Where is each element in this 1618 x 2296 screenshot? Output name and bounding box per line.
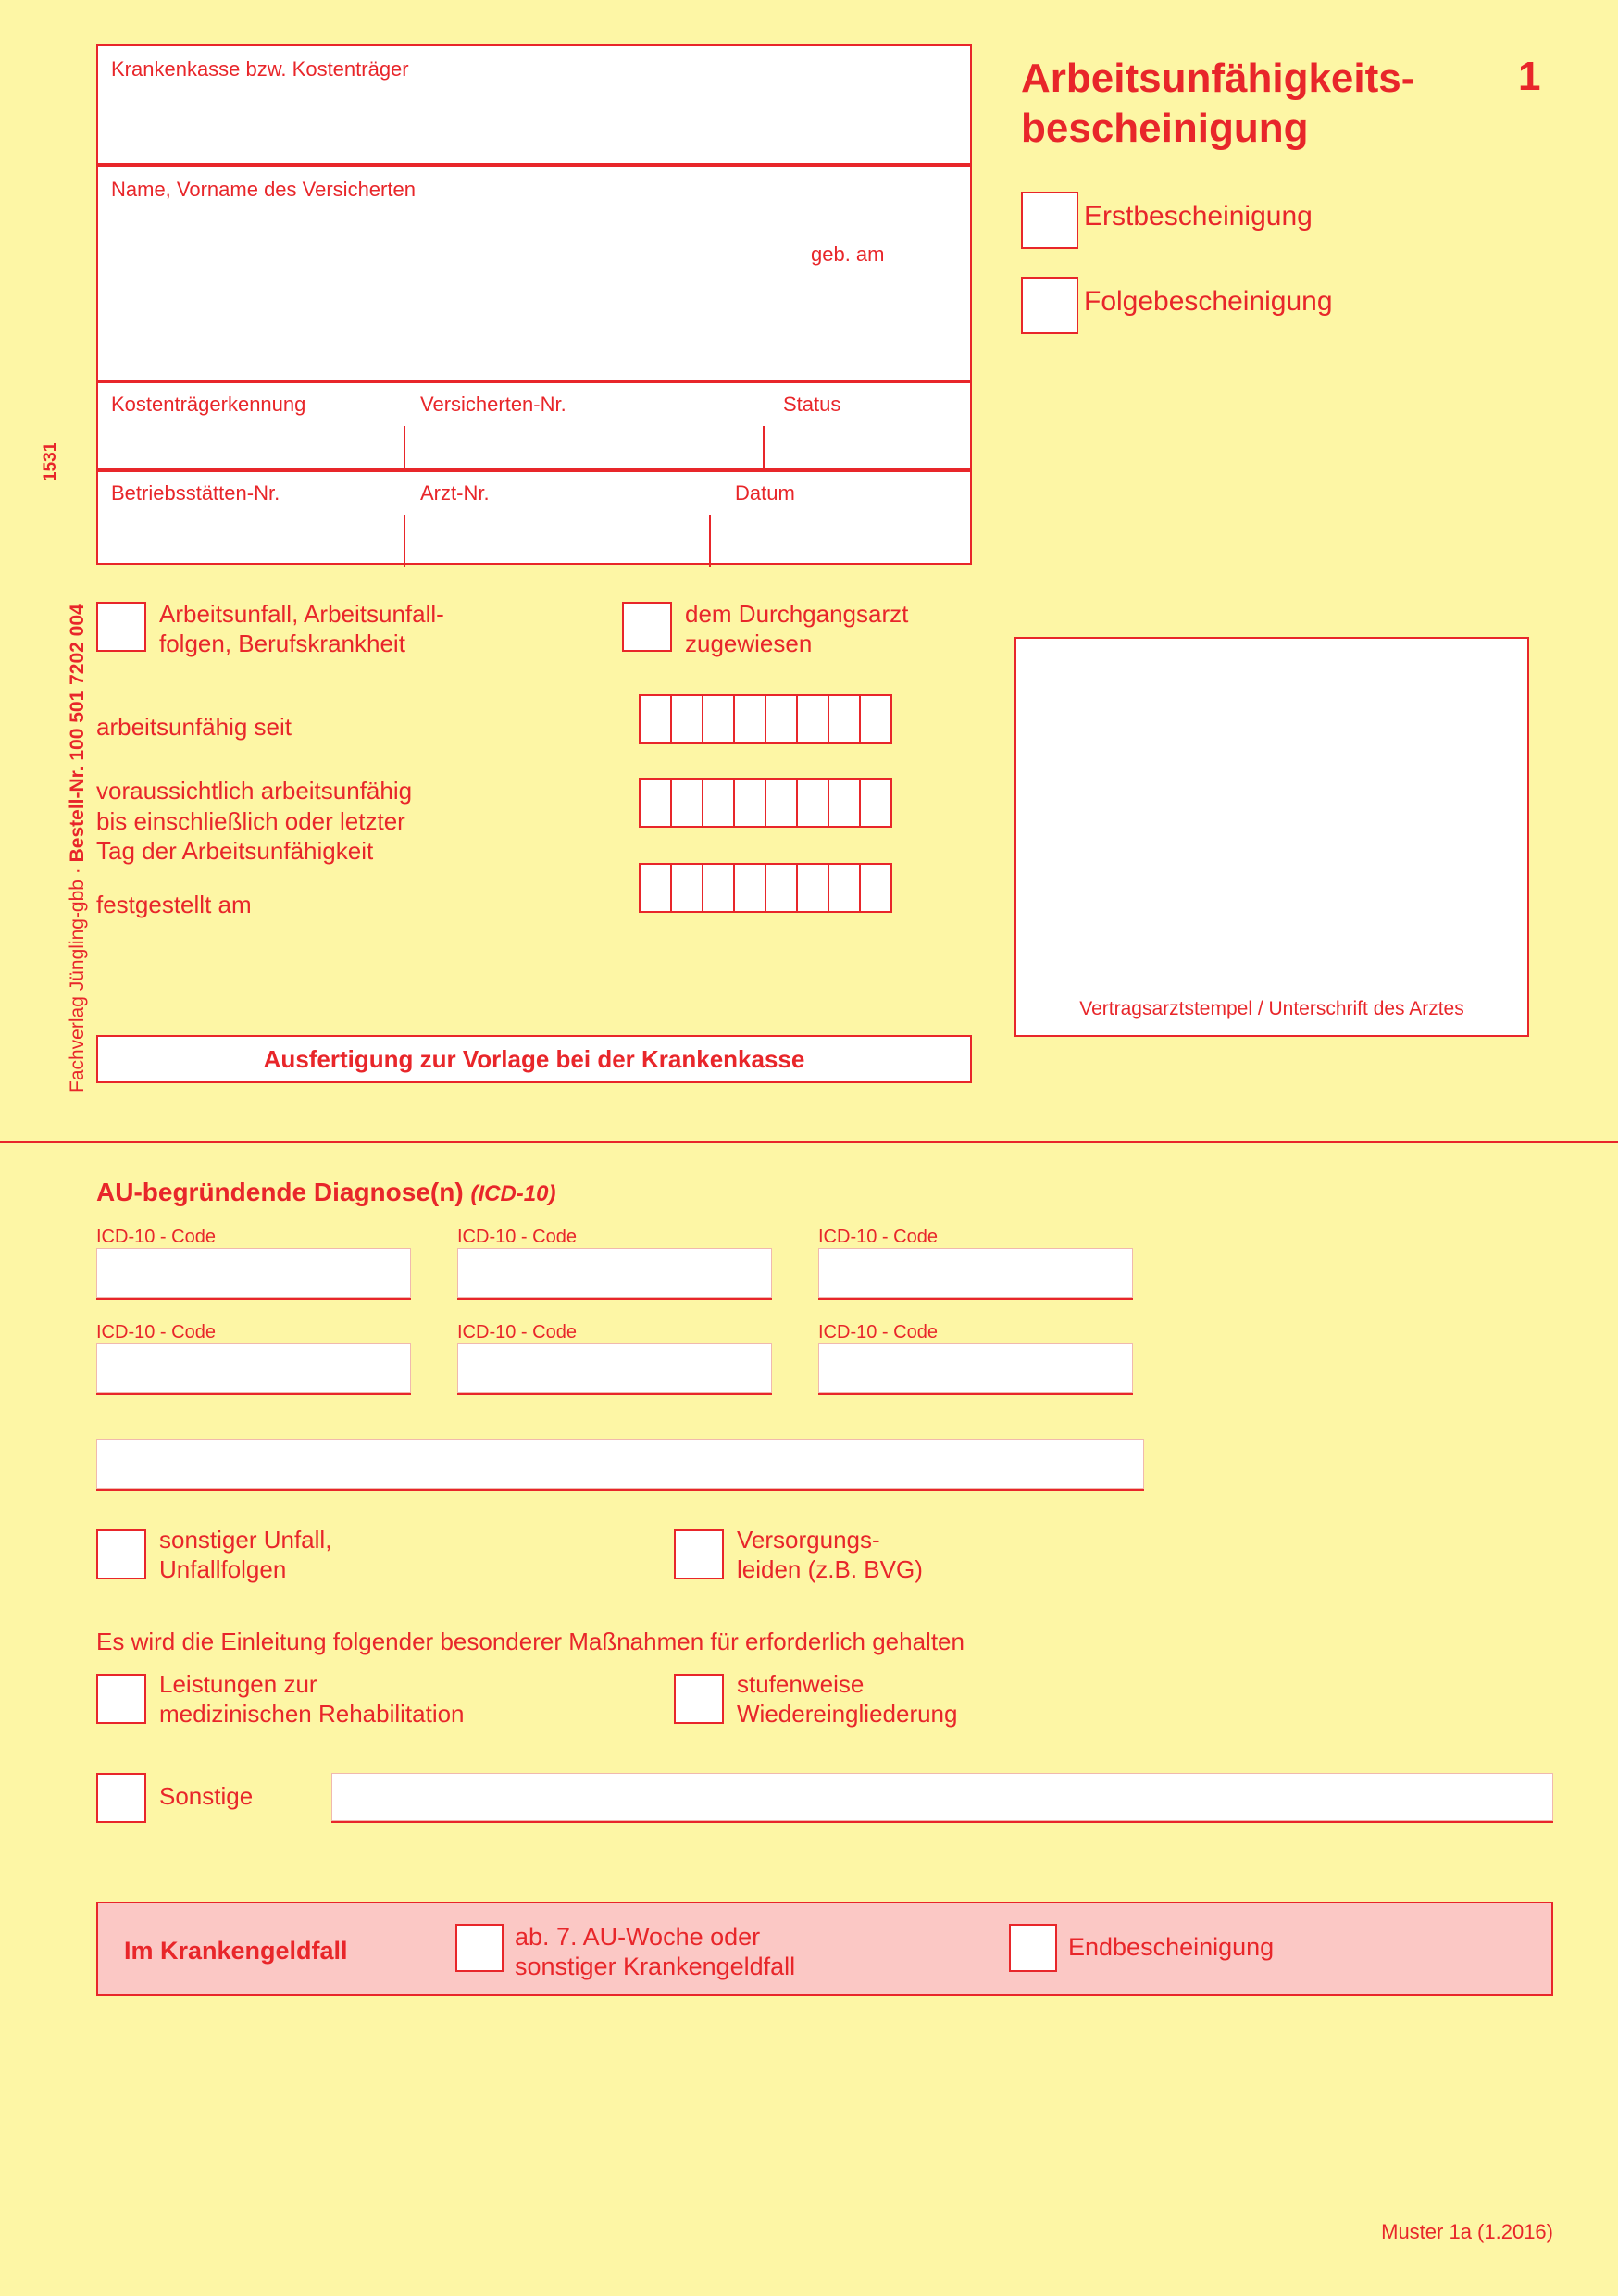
icd-underline-4: [96, 1393, 411, 1395]
icd-underline-5: [457, 1393, 772, 1395]
date-cell[interactable]: [670, 778, 703, 828]
icd-code-input-1[interactable]: [96, 1248, 411, 1298]
ids-divider-1: [404, 426, 405, 472]
work-accident-label-line1: Arbeitsunfall, Arbeitsunfall-: [159, 600, 444, 628]
other-accident-line2: Unfallfolgen: [159, 1554, 287, 1583]
determined-on-date-cells[interactable]: [639, 863, 892, 913]
date-cell[interactable]: [859, 778, 892, 828]
sick-pay-week7-option[interactable]: [455, 1923, 796, 1981]
expected-until-line3: Tag der Arbeitsunfähigkeit: [96, 837, 374, 865]
icd-code-label: ICD-10 - Code: [818, 1322, 938, 1342]
stepwise-option[interactable]: [674, 1670, 958, 1728]
page-title: [1021, 54, 1521, 153]
diagnosis-title-suffix: (ICD-10): [470, 1181, 556, 1206]
icd-underline-6: [818, 1393, 1133, 1395]
date-cell[interactable]: [765, 863, 798, 913]
stepwise-line2: Wiedereingliederung: [737, 1699, 958, 1728]
other-measure-underline: [331, 1821, 1553, 1823]
date-cell[interactable]: [796, 863, 829, 913]
icd-code-input-4[interactable]: [96, 1343, 411, 1393]
follow-certificate-option[interactable]: [1021, 277, 1333, 334]
expected-until-label: [96, 776, 412, 867]
copy-note-text: Ausfertigung zur Vorlage bei der Krankenkasse: [263, 1045, 805, 1073]
practice-number-label: Betriebsstätten-Nr.: [111, 481, 280, 505]
referred-option[interactable]: [622, 600, 909, 657]
work-accident-checkbox[interactable]: [96, 602, 146, 652]
insured-number-label: Versicherten-Nr.: [420, 393, 566, 416]
supply-condition-option[interactable]: [674, 1526, 923, 1583]
referred-label-line1: dem Durchgangsarzt: [685, 600, 909, 628]
rehab-checkbox[interactable]: [96, 1674, 146, 1724]
supply-condition-checkbox[interactable]: [674, 1529, 724, 1579]
ids-divider-2: [763, 426, 765, 472]
date-cell[interactable]: [828, 863, 861, 913]
date-cell[interactable]: [639, 863, 672, 913]
sheet-serial-number: 1531: [41, 442, 60, 481]
date-cell[interactable]: [796, 694, 829, 744]
icd-underline-3: [818, 1298, 1133, 1300]
date-cell[interactable]: [670, 694, 703, 744]
date-cell[interactable]: [765, 694, 798, 744]
ids-row[interactable]: [96, 381, 972, 470]
rehab-line2: medizinischen Rehabilitation: [159, 1699, 465, 1728]
date-cell[interactable]: [733, 694, 766, 744]
final-certificate-checkbox[interactable]: [1009, 1924, 1057, 1972]
date-cell[interactable]: [765, 778, 798, 828]
icd-underline-2: [457, 1298, 772, 1300]
date-cell[interactable]: [859, 694, 892, 744]
referred-label: [685, 600, 908, 658]
date-cell[interactable]: [639, 694, 672, 744]
supply-condition-line2: leiden (z.B. BVG): [737, 1554, 923, 1583]
supply-condition-label: [737, 1526, 923, 1584]
referred-checkbox[interactable]: [622, 602, 672, 652]
publisher-name: Fachverlag Jüngling-gbb ·: [67, 862, 88, 1092]
insurer-label: Krankenkasse bzw. Kostenträger: [111, 57, 409, 81]
rehab-line1: Leistungen zur: [159, 1670, 317, 1698]
form-version: Muster 1a (1.2016): [1381, 2220, 1553, 2243]
page-title-line1: Arbeitsunfähigkeits-: [1021, 56, 1415, 101]
practice-divider-1: [404, 515, 405, 567]
other-measure-option[interactable]: [96, 1773, 254, 1823]
status-label: Status: [783, 393, 841, 416]
expected-until-line1: voraussichtlich arbeitsunfähig: [96, 777, 413, 805]
other-accident-label: [159, 1526, 331, 1584]
payer-id-label: Kostenträgerkennung: [111, 393, 306, 416]
diagnosis-title: [96, 1178, 555, 1207]
unfit-since-date-cells[interactable]: [639, 694, 892, 744]
doctor-number-label: Arzt-Nr.: [420, 481, 490, 505]
sick-pay-title: Im Krankengeldfall: [124, 1937, 348, 1965]
sick-pay-week7-label: [515, 1922, 795, 1982]
first-certificate-option[interactable]: [1021, 192, 1313, 249]
page-title-line2: bescheinigung: [1021, 105, 1309, 151]
sheet-number: 1: [1518, 54, 1541, 99]
section-divider: [0, 1141, 1618, 1143]
insured-name-field[interactable]: [96, 165, 972, 381]
doctor-stamp-caption: Vertragsarztstempel / Unterschrift des Arztes: [1079, 998, 1464, 1019]
sick-pay-week7-line2: sonstiger Krankengeldfall: [515, 1953, 796, 1981]
doctor-stamp-box[interactable]: [1014, 637, 1529, 1037]
date-cell[interactable]: [670, 863, 703, 913]
rehab-label: [159, 1670, 465, 1728]
final-certificate-option[interactable]: [1009, 1924, 1275, 1972]
icd-code-label: ICD-10 - Code: [457, 1227, 577, 1247]
birthdate-label: geb. am: [811, 243, 885, 266]
first-certificate-checkbox[interactable]: [1021, 192, 1078, 249]
work-accident-label-line2: folgen, Berufskrankheit: [159, 629, 405, 657]
final-certificate-label: Endbescheinigung: [1068, 1933, 1275, 1961]
follow-certificate-label: Folgebescheinigung: [1084, 286, 1333, 317]
date-cell[interactable]: [828, 694, 861, 744]
date-label: Datum: [735, 481, 795, 505]
date-cell[interactable]: [859, 863, 892, 913]
expected-until-date-cells[interactable]: [639, 778, 892, 828]
icd-code-label: ICD-10 - Code: [96, 1227, 216, 1247]
other-accident-checkbox[interactable]: [96, 1529, 146, 1579]
measures-intro: Es wird die Einleitung folgender besonderer Maßnahmen für erforderlich gehalten: [96, 1628, 965, 1655]
work-accident-option[interactable]: [96, 600, 444, 657]
insurer-field[interactable]: [96, 44, 972, 165]
date-cell[interactable]: [702, 778, 735, 828]
icd-code-input-3[interactable]: [818, 1248, 1133, 1298]
icd-underline-1: [96, 1298, 411, 1300]
diagnosis-free-text-input[interactable]: [96, 1439, 1144, 1489]
first-certificate-label: Erstbescheinigung: [1084, 201, 1313, 231]
icd-code-label: ICD-10 - Code: [96, 1322, 216, 1342]
sick-pay-week7-checkbox[interactable]: [455, 1924, 504, 1972]
rehab-option[interactable]: [96, 1670, 465, 1728]
insured-name-label: Name, Vorname des Versicherten: [111, 178, 416, 201]
date-cell[interactable]: [639, 778, 672, 828]
icd-code-label: ICD-10 - Code: [818, 1227, 938, 1247]
follow-certificate-checkbox[interactable]: [1021, 277, 1078, 334]
other-measure-input[interactable]: [331, 1773, 1553, 1821]
sick-pay-week7-line1: ab. 7. AU-Woche oder: [515, 1923, 761, 1951]
stepwise-label: [737, 1670, 957, 1728]
stepwise-checkbox[interactable]: [674, 1674, 724, 1724]
stepwise-line1: stufenweise: [737, 1670, 865, 1698]
practice-row[interactable]: [96, 470, 972, 565]
expected-until-line2: bis einschließlich oder letzter: [96, 806, 405, 835]
order-number: Bestell-Nr. 100 501 7202 004: [67, 604, 88, 863]
other-measure-label: Sonstige: [159, 1782, 254, 1810]
practice-divider-2: [709, 515, 711, 567]
date-cell[interactable]: [828, 778, 861, 828]
referred-label-line2: zugewiesen: [685, 629, 813, 657]
other-measure-checkbox[interactable]: [96, 1773, 146, 1823]
date-cell[interactable]: [733, 863, 766, 913]
date-cell[interactable]: [702, 694, 735, 744]
other-accident-option[interactable]: [96, 1526, 332, 1583]
icd-code-label: ICD-10 - Code: [457, 1322, 577, 1342]
determined-on-label: festgestellt am: [96, 891, 252, 918]
publisher-imprint: [67, 604, 89, 1092]
icd-code-input-6[interactable]: [818, 1343, 1133, 1393]
icd-code-input-5[interactable]: [457, 1343, 772, 1393]
supply-condition-line1: Versorgungs-: [737, 1526, 880, 1554]
diagnosis-title-text: AU-begründende Diagnose(n): [96, 1178, 464, 1206]
other-accident-line1: sonstiger Unfall,: [159, 1526, 332, 1554]
date-cell[interactable]: [733, 778, 766, 828]
diagnosis-free-text-underline: [96, 1489, 1144, 1491]
icd-code-input-2[interactable]: [457, 1248, 772, 1298]
date-cell[interactable]: [796, 778, 829, 828]
copy-note-box: [96, 1035, 972, 1083]
work-accident-label: [159, 600, 444, 658]
unfit-since-label: arbeitsunfähig seit: [96, 713, 292, 741]
date-cell[interactable]: [702, 863, 735, 913]
